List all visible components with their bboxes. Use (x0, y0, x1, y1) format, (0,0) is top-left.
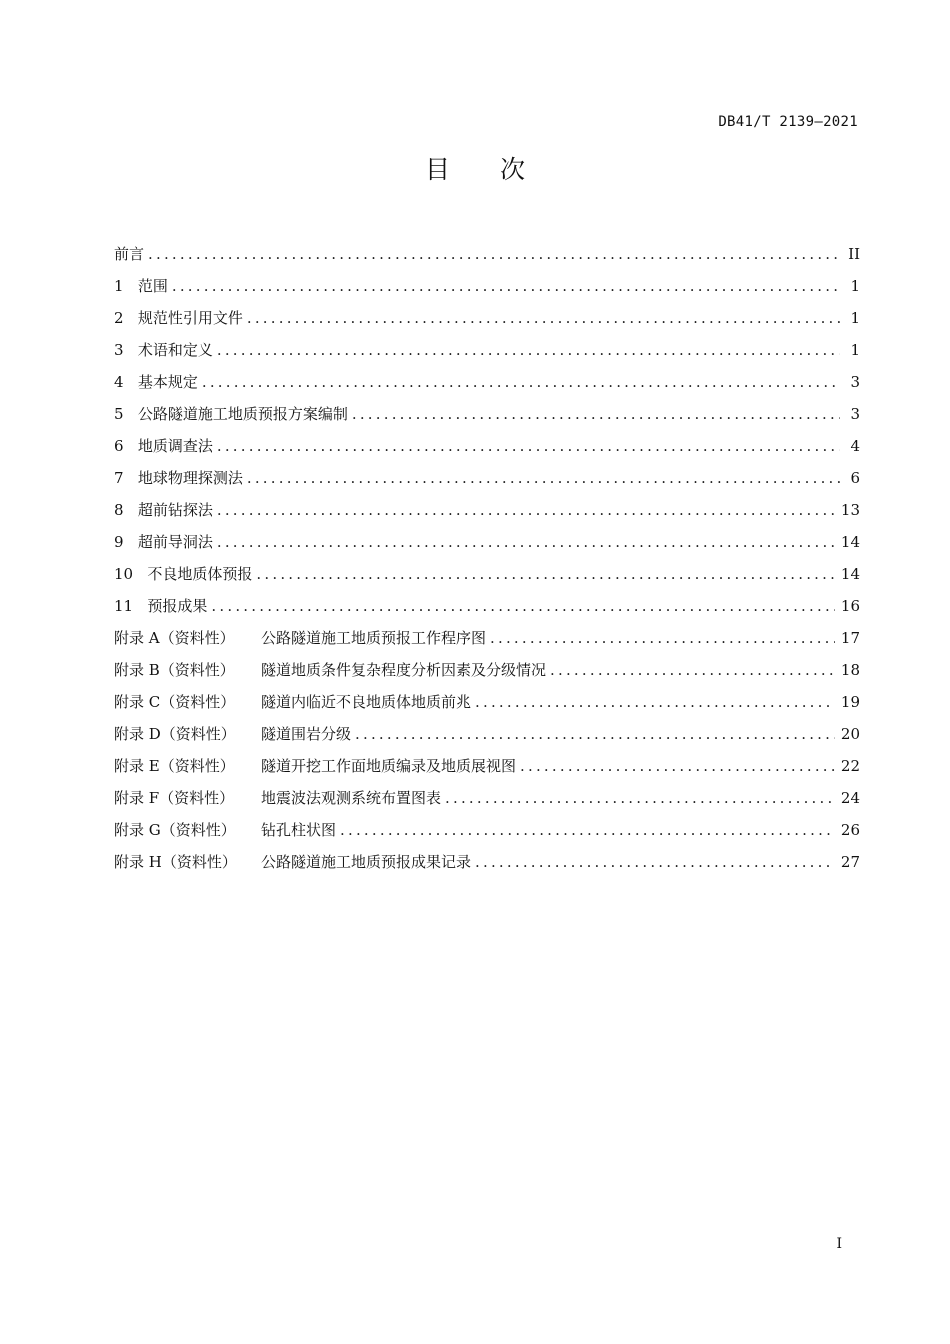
toc-entry-7[interactable] (114, 462, 860, 494)
toc-appendix-a[interactable] (114, 622, 860, 654)
leader-dots (340, 814, 835, 846)
toc-page-number: 26 (840, 821, 860, 839)
toc-entry-number: 6 (114, 437, 124, 455)
leader-dots (217, 526, 835, 558)
appendix-tag: 附录 G（资料性） (114, 821, 236, 839)
toc-appendix-h[interactable] (114, 846, 860, 878)
toc-entry-text: 地球物理探测法 (137, 469, 243, 487)
appendix-tag: 附录 C（资料性） (114, 693, 236, 711)
toc-page-number: 20 (840, 725, 860, 743)
toc-appendix-d[interactable] (114, 718, 860, 750)
toc-entry-1[interactable] (114, 270, 860, 302)
toc-appendix-c[interactable] (114, 686, 860, 718)
leader-dots (490, 622, 835, 654)
toc-entry-9[interactable] (114, 526, 860, 558)
toc-entry-text: 公路隧道施工地质预报成果记录 (261, 853, 472, 871)
leader-dots (256, 558, 834, 590)
toc-entry-text: 术语和定义 (137, 341, 213, 359)
toc-entry-text: 隧道内临近不良地质体地质前兆 (261, 693, 472, 711)
toc-page-number: 24 (840, 789, 860, 807)
toc-appendix-f[interactable] (114, 782, 860, 814)
toc-entry-number: 7 (114, 469, 124, 487)
title-char-2: 次 (500, 155, 526, 184)
toc-entry-number: 9 (114, 533, 124, 551)
toc-page-number: 14 (840, 533, 860, 551)
toc-entry-number: 3 (114, 341, 124, 359)
title-char-1: 目 (424, 155, 450, 184)
toc-entry-text: 公路隧道施工地质预报方案编制 (137, 405, 348, 423)
toc-entry-text: 隧道围岩分级 (261, 725, 352, 743)
toc-page-number: 16 (840, 597, 860, 615)
leader-dots (217, 334, 840, 366)
leader-dots (475, 686, 835, 718)
leader-dots (520, 750, 835, 782)
toc-entry-number: 4 (114, 373, 124, 391)
toc-entry-number: 5 (114, 405, 124, 423)
toc-page-number: 4 (850, 437, 860, 455)
appendix-tag: 附录 A（资料性） (114, 629, 235, 647)
toc-page-number: 14 (840, 565, 860, 583)
toc-entry-4[interactable] (114, 366, 860, 398)
leader-dots (550, 654, 835, 686)
toc-entry-text: 钻孔柱状图 (261, 821, 337, 839)
toc-page-number: 13 (840, 501, 860, 519)
toc-page-number: 17 (840, 629, 860, 647)
toc-entry-text: 预报成果 (147, 597, 208, 615)
toc-page-number: 19 (840, 693, 860, 711)
toc-entry-11[interactable] (114, 590, 860, 622)
toc-page-number: 1 (850, 341, 860, 359)
leader-dots (355, 718, 835, 750)
appendix-tag: 附录 F（资料性） (114, 789, 235, 807)
toc-entry-text: 基本规定 (137, 373, 198, 391)
toc-entry-number: 2 (114, 309, 124, 327)
toc-entry-8[interactable] (114, 494, 860, 526)
toc-page-number: 18 (840, 661, 860, 679)
toc-entry-text: 地震波法观测系统布置图表 (261, 789, 442, 807)
toc-entry-text: 范围 (137, 277, 168, 295)
toc-entry-number: 10 (114, 565, 134, 583)
table-of-contents (114, 238, 860, 878)
leader-dots (211, 590, 834, 622)
appendix-tag: 附录 D（资料性） (114, 725, 236, 743)
toc-page-number: II (848, 245, 860, 263)
toc-entry-2[interactable] (114, 302, 860, 334)
leader-dots (445, 782, 835, 814)
toc-entry-text: 隧道地质条件复杂程度分析因素及分级情况 (261, 661, 547, 679)
toc-page-number: 3 (850, 405, 860, 423)
leader-dots (217, 430, 840, 462)
toc-entry-foreword[interactable] (114, 238, 860, 270)
toc-entry-text: 地质调查法 (137, 437, 213, 455)
toc-entry-number: 8 (114, 501, 124, 519)
leader-dots (202, 366, 840, 398)
page-number: I (836, 1236, 842, 1252)
appendix-tag: 附录 E（资料性） (114, 757, 235, 775)
toc-entry-text: 公路隧道施工地质预报工作程序图 (261, 629, 487, 647)
toc-entry-number: 11 (114, 597, 134, 615)
leader-dots (247, 302, 840, 334)
toc-appendix-b[interactable] (114, 654, 860, 686)
leader-dots (475, 846, 835, 878)
toc-appendix-g[interactable] (114, 814, 860, 846)
appendix-tag: 附录 B（资料性） (114, 661, 235, 679)
toc-entry-text: 隧道开挖工作面地质编录及地质展视图 (261, 757, 517, 775)
leader-dots (217, 494, 835, 526)
toc-entry-10[interactable] (114, 558, 860, 590)
toc-appendix-e[interactable] (114, 750, 860, 782)
toc-page-number: 6 (850, 469, 860, 487)
toc-page-number: 1 (850, 277, 860, 295)
toc-page-number: 1 (850, 309, 860, 327)
toc-entry-number: 1 (114, 277, 124, 295)
toc-entry-text: 前言 (114, 245, 145, 263)
leader-dots (148, 238, 840, 270)
toc-entry-text: 超前导洞法 (137, 533, 213, 551)
toc-entry-3[interactable] (114, 334, 860, 366)
leader-dots (352, 398, 840, 430)
toc-page-number: 22 (840, 757, 860, 775)
toc-entry-text: 规范性引用文件 (137, 309, 243, 327)
toc-entry-text: 不良地质体预报 (147, 565, 253, 583)
toc-entry-text: 超前钻探法 (137, 501, 213, 519)
page-title (0, 150, 950, 186)
appendix-tag: 附录 H（资料性） (114, 853, 237, 871)
leader-dots (172, 270, 840, 302)
document-code: DB41/T 2139—2021 (718, 114, 858, 130)
toc-page-number: 27 (840, 853, 860, 871)
toc-entry-6[interactable] (114, 430, 860, 462)
toc-entry-5[interactable] (114, 398, 860, 430)
leader-dots (247, 462, 840, 494)
toc-page-number: 3 (850, 373, 860, 391)
